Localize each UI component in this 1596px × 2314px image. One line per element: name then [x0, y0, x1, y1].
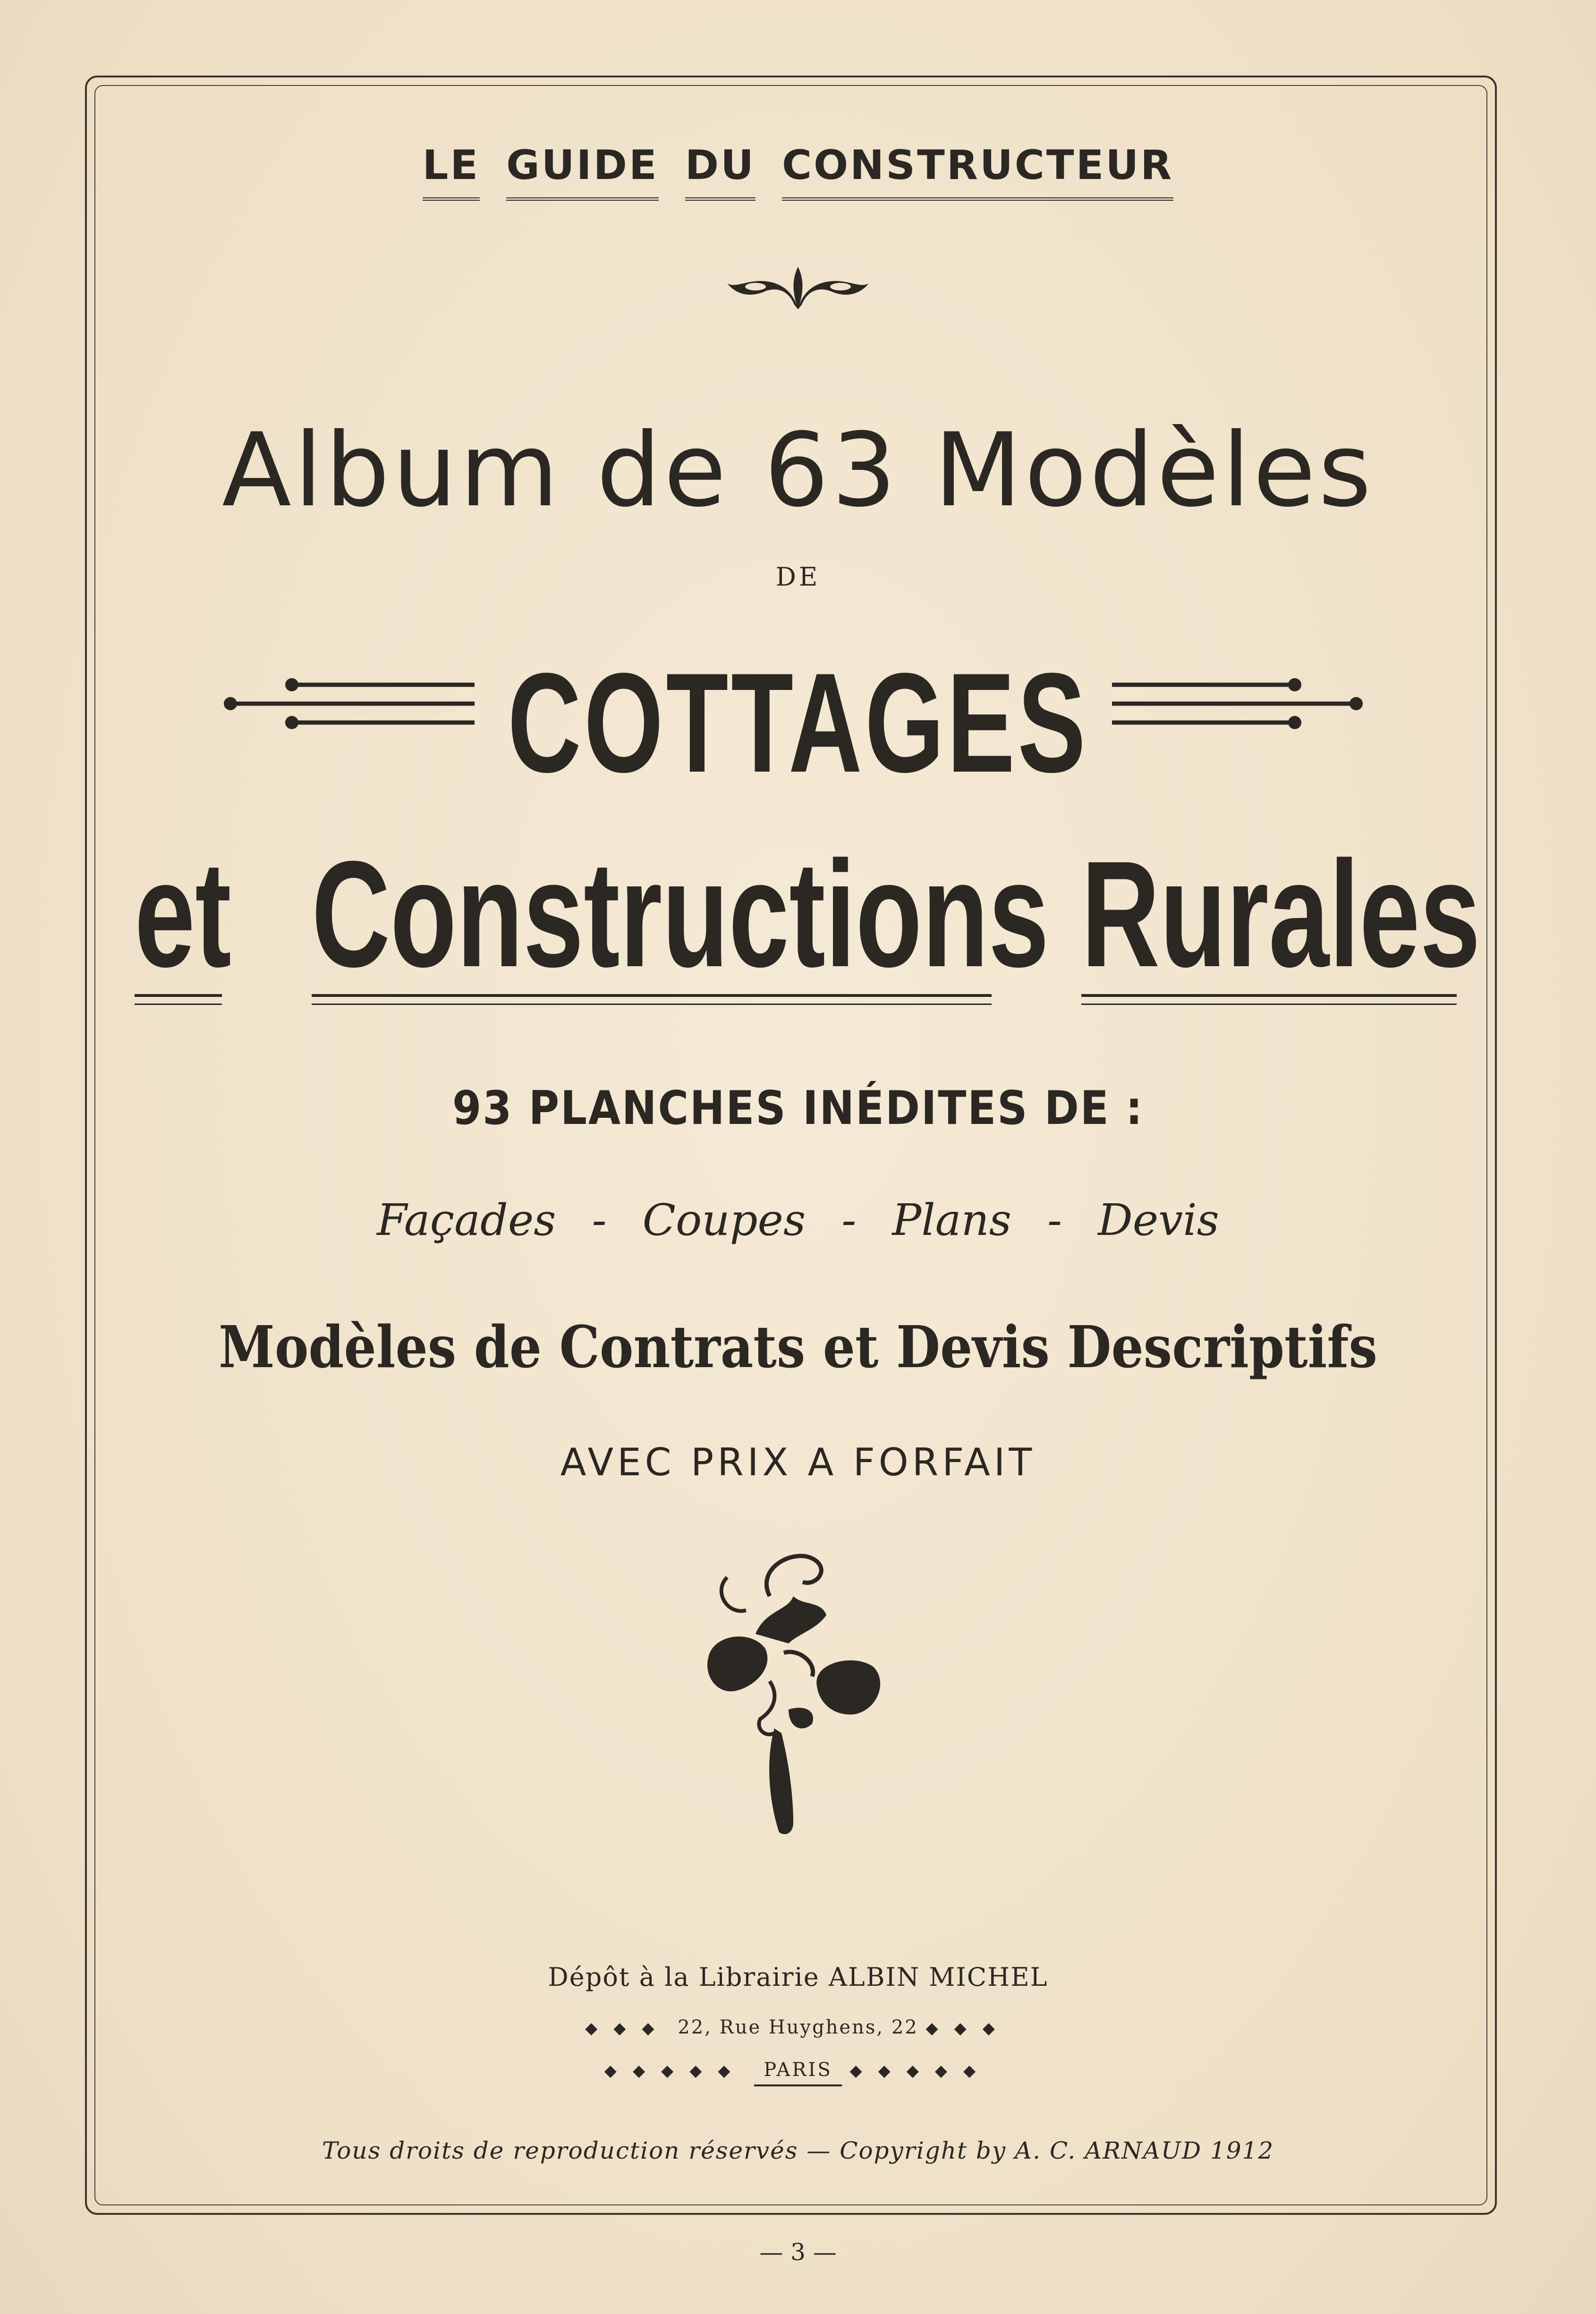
underline [135, 1004, 222, 1005]
dot-ornament: ◆◆◆ [925, 2019, 1011, 2038]
underline [312, 1004, 992, 1005]
series-title [0, 142, 1596, 201]
contrats-line: Modèles de Contrats et Devis Descriptifs [218, 1313, 1378, 1381]
cottages-heading: COTTAGES [507, 643, 1089, 802]
publisher-address: 22, Rue Huyghens, 22 [678, 2016, 918, 2038]
dot-ornament: ◆◆◆◆◆ [849, 2061, 992, 2080]
underline [1081, 1004, 1457, 1005]
publisher-depot: Dépôt à la Librairie ALBIN MICHEL [548, 1962, 1048, 1992]
contents-item: Façades [377, 1195, 556, 1245]
right-rule-ornament [1110, 678, 1365, 730]
underline [312, 994, 992, 997]
series-word: DU [685, 142, 756, 201]
underline [1081, 994, 1457, 997]
avec-prix-line: AVEC PRIX A FORFAIT [560, 1440, 1036, 1484]
copyright-notice: Tous droits de reproduction réservés — Copyright by A. C. ARNAUD 1912 [322, 2137, 1274, 2164]
contents-separator: - [841, 1195, 857, 1245]
cottages-row [0, 643, 1596, 802]
subtitle-row [0, 829, 1596, 1015]
contents-separator: - [1047, 1195, 1062, 1245]
planches-line: 93 PLANCHES INÉDITES DE : [452, 1081, 1144, 1135]
page-number: — 3 — [759, 2238, 837, 2266]
album-title: Album de 63 Modèles [221, 411, 1375, 529]
contents-item: Plans [892, 1195, 1011, 1245]
dot-ornament: ◆◆◆ [585, 2019, 671, 2038]
series-word: CONSTRUCTEUR [782, 142, 1173, 201]
subtitle-word-rurales: Rurales [1081, 829, 1481, 998]
album-de: DE [775, 562, 821, 592]
floral-vignette-icon [699, 1540, 897, 1842]
publisher-address-line [0, 2016, 1596, 2038]
publisher-city: PARIS [754, 2059, 841, 2086]
contents-item: Devis [1098, 1195, 1219, 1245]
page-border-inner [94, 85, 1487, 2205]
subtitle-word-constructions: Constructions [312, 829, 1049, 998]
underline [135, 994, 222, 997]
dot-ornament: ◆◆◆◆◆ [604, 2061, 747, 2080]
leaf-ornament-icon [722, 262, 874, 314]
subtitle-word-et: et [135, 829, 231, 998]
publisher-city-line [0, 2059, 1596, 2086]
series-word: GUIDE [506, 142, 659, 201]
contents-list [0, 1195, 1596, 1245]
contents-item: Coupes [642, 1195, 806, 1245]
contents-separator: - [592, 1195, 607, 1245]
series-word: LE [423, 142, 480, 201]
